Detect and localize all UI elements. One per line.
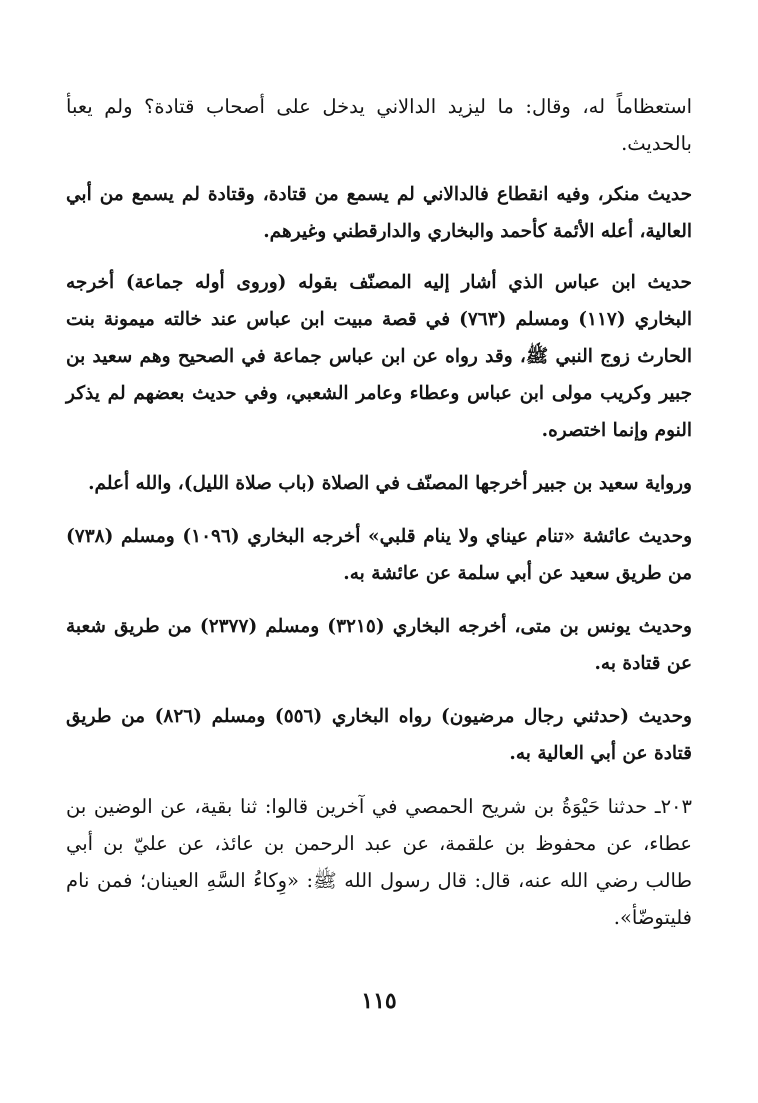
paragraph-munkar-note: حديث منكر، وفيه انقطاع فالدالاني لم يسمع من قتادة، وقتادة لم يسمع من أبي العالية، أعله الأئمة كأحمد والبخاري والدارقطني وغيرهم. (66, 184, 692, 242)
paragraph-hadith-203: ٢٠٣ـ حدثنا حَيْوَةُ بن شريح الحمصي في آخرين قالوا: ثنا بقية، عن الوضين بن عطاء، عن محفوظ بن علقمة، عن عبد الرحمن بن عائذ، عن عليّ بن أبي طالب رضي الله عنه، قال: قال رسول الله ﷺ: «وِكاءُ السَّهِ العينان؛ فمن نام فليتوضّأ». (66, 795, 692, 929)
paragraph-said-ibn-jubayr: ورواية سعيد بن جبير أخرجها المصنّف في الصلاة (باب صلاة الليل)، والله أعلم. (88, 473, 692, 494)
paragraph-mardiyun-hadith: وحديث (حدثني رجال مرضيون) رواه البخاري (٥٥٦) ومسلم (٨٢٦) من طريق قتادة عن أبي العالية به. (66, 706, 692, 764)
document-page (66, 88, 692, 936)
paragraph-yunus-hadith: وحديث يونس بن متى، أخرجه البخاري (٣٢١٥) ومسلم (٢٣٧٧) من طريق شعبة عن قتادة به. (66, 616, 692, 674)
paragraph-aisha-hadith: وحديث عائشة «تنام عيناي ولا ينام قلبي» أخرجه البخاري (١٠٩٦) ومسلم (٧٣٨) من طريق سعيد عن أبي سلمة عن عائشة به. (66, 526, 692, 584)
paragraph-continuation: استعظاماً له، وقال: ما ليزيد الدالاني يدخل على أصحاب قتادة؟ ولم يعبأ بالحديث. (66, 95, 692, 155)
paragraph-ibn-abbas-hadith: حديث ابن عباس الذي أشار إليه المصنّف بقوله (وروى أوله جماعة) أخرجه البخاري (١١٧) ومسلم (٧٦٣) في قصة مبيت ابن عباس عند خالته ميمونة بنت الحارث زوج النبي ﷺ، وقد رواه عن ابن عباس جماعة في الصحيح وهم سعيد بن جبير وكريب مولى ابن عباس وعطاء وعامر الشعبي، وفي حديث بعضهم لم يذكر النوم وإنما اختصره. (66, 272, 693, 441)
page-number: ١١٥ (361, 988, 397, 1014)
